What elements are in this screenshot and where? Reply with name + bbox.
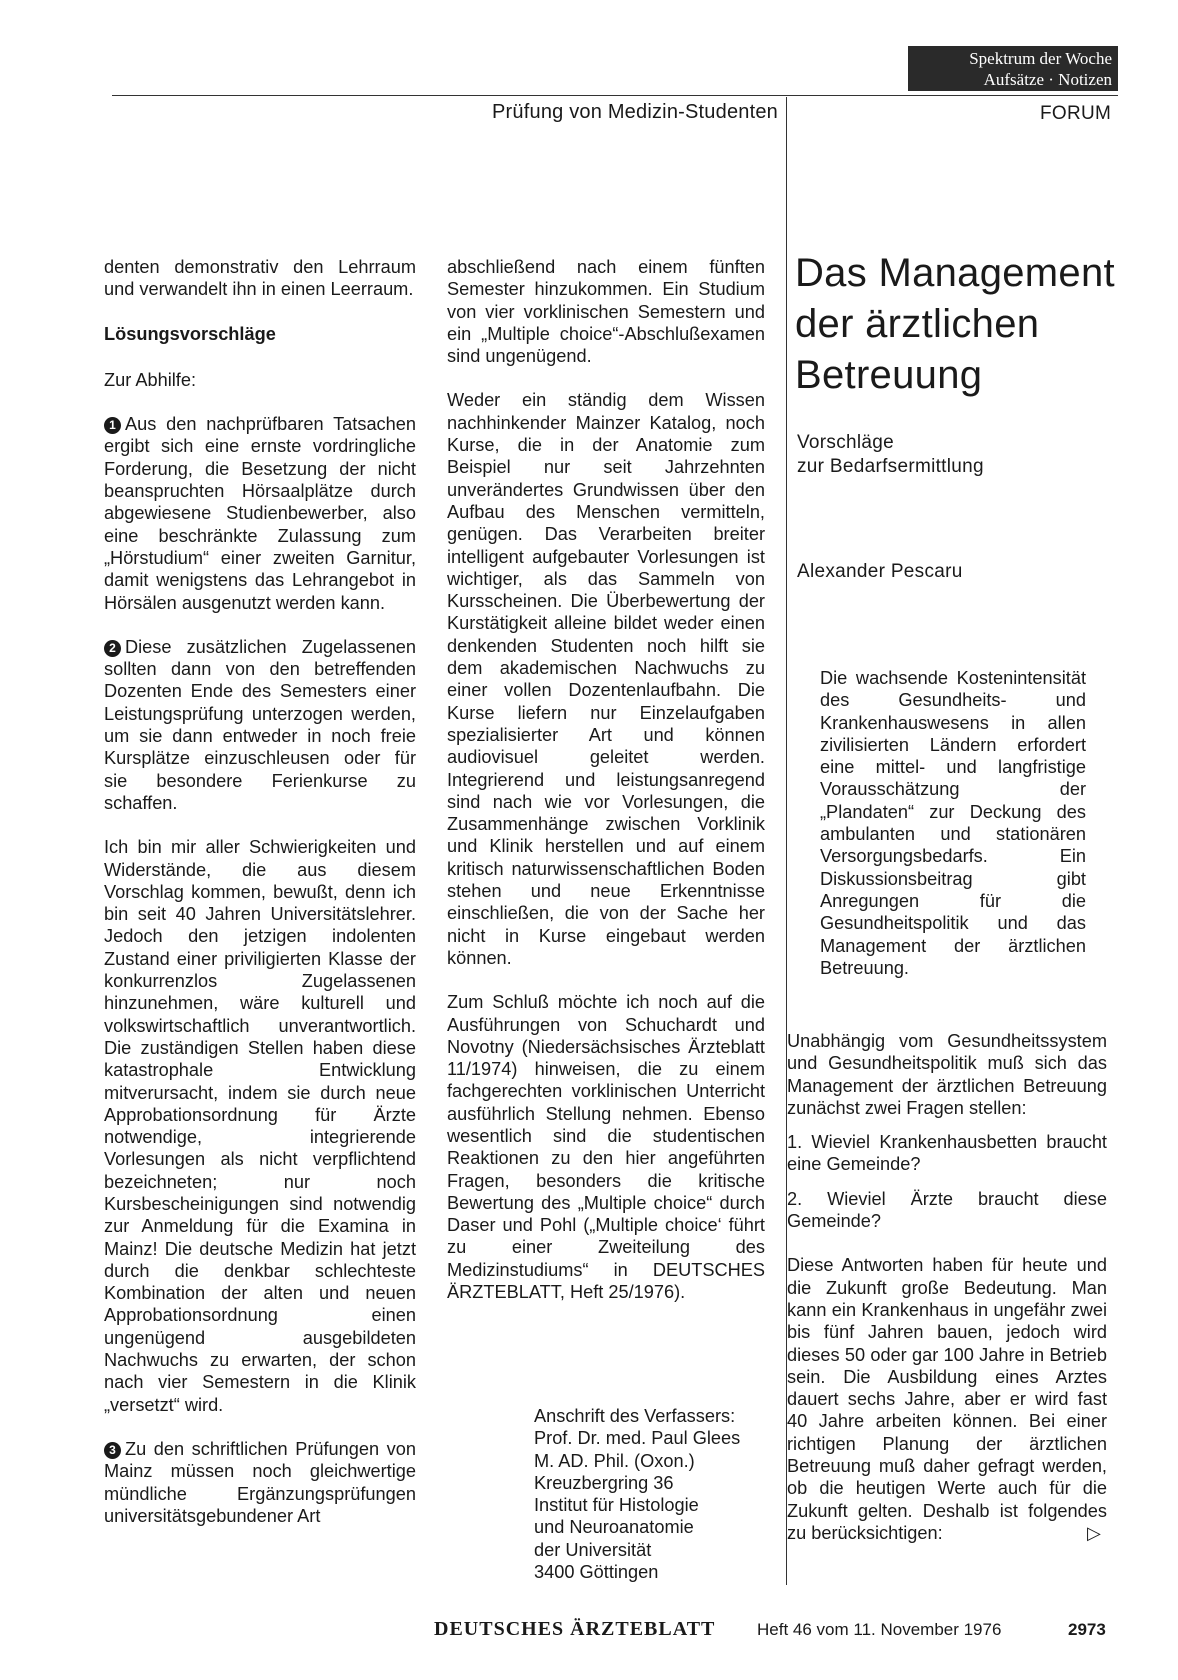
title-line: Das Management xyxy=(795,251,1115,295)
address-line: Institut für Histologie xyxy=(534,1495,699,1516)
running-head: Prüfung von Medizin-Studenten xyxy=(492,101,778,123)
paragraph xyxy=(787,1254,1107,1544)
address-line: Anschrift des Verfassers: xyxy=(534,1406,736,1426)
address-line: der Universität xyxy=(534,1539,652,1560)
title-line: Betreuung xyxy=(795,353,983,397)
subtitle-line: zur Bedarfsermittlung xyxy=(797,456,984,477)
article-column-1 xyxy=(104,256,416,1549)
paragraph: abschließend nach einem fünften Semester hinzukommen. Ein Studium von vier vorklinischen Semestern und ein „Multiple choice“-Abschlußexamen sind ungenügend. xyxy=(447,257,765,367)
paragraph-text: Diese Antworten haben für heute und die Zukunft große Bedeutung. Man kann ein Krankenhaus in ungefähr zwei bis fünf Jahren bauen, jedoch wird dieses 50 oder gar 100 Jahre in Betrieb sein. Die Ausbildung eines Arztes dauert sechs Jahre, aber er wird fast 40 Jahre arbeiten können. Bei einer richtigen Planung der ärztlichen Betreuung muß daher gefragt werden, ob die heutigen Werte auch für die Zukunft gelten. Deshalb ist folgendes zu berücksichtigen: xyxy=(787,1255,1107,1543)
paragraph-text: Aus den nachprüfbaren Tatsachen ergibt sich eine ernste vordringliche Forderung, die Besetzung der nicht beanspruchten Hörsaalplätze durch abgewiesene Studienbewerber, also eine beschränkte Zulassung zum „Hörstudium“ einer zweiten Garnitur, damit wenigstens das Lehrangebot in Hörsälen ausgenutzt werden kann. xyxy=(104,414,416,613)
paragraph: Zum Schluß möchte ich noch auf die Ausführungen von Schuchardt und Novotny (Niedersächsisches Ärzteblatt 11/1974) hinweisen, die zu einem fachgerechten vorklinischen Unterricht ausführlich Stellung nehmen. Ebenso wesentlich sind die studentischen Reaktionen zu den hier angeführten Fragen, besonders die kritische Bewertung des „Multiple choice“ durch Daser und Pohl („Multiple choice‘ führt zu einer Zweiteilung des Medizinstudiums“ in DEUTSCHES ÄRZTEBLATT, Heft 25/1976). xyxy=(447,992,765,1303)
paragraph: Unabhängig vom Gesundheitssystem und Gesundheitspolitik muß sich das Management der ärztlichen Betreuung zunächst zwei Fragen stellen: xyxy=(787,1031,1107,1118)
rubric-label: FORUM xyxy=(1040,103,1112,124)
numbered-paragraph xyxy=(104,636,416,814)
address-line: M. AD. Phil. (Oxon.) xyxy=(534,1450,695,1471)
number-bullet-icon: 2 xyxy=(104,640,121,657)
address-line: 3400 Göttingen xyxy=(534,1562,659,1583)
article-column-3 xyxy=(787,1030,1107,1566)
article-subtitle xyxy=(797,431,1117,479)
article-abstract: Die wachsende Kostenintensität des Gesundheits- und Krankenhauswesens in allen zivilisierten Ländern erfordert eine mittel- und langfristige Vorausschätzung der „Plandaten“ zur Deckung des ambulanten und stationären Versorgungsbedarfs. Ein Diskussionsbeitrag gibt Anregungen für die Gesundheitspolitik und das Management der ärztlichen Betreuung. xyxy=(820,668,1086,978)
section-badge-line1: Spektrum der Woche xyxy=(969,49,1112,68)
article-title xyxy=(795,248,1125,401)
publication-name: DEUTSCHES ÄRZTEBLATT xyxy=(434,1618,716,1640)
header-rule xyxy=(112,95,1118,96)
article-column-2 xyxy=(447,256,765,1325)
issue-info: Heft 46 vom 11. November 1976 xyxy=(757,1620,1002,1639)
page-number: 2973 xyxy=(1068,1620,1106,1639)
section-badge-line2: Aufsätze · Notizen xyxy=(983,70,1112,89)
author-address xyxy=(534,1405,764,1583)
paragraph: Ich bin mir aller Schwierigkeiten und Widerstände, die aus diesem Vorschlag kommen, bewußt, denn ich bin seit 40 Jahren Universitätslehrer. Jedoch den jetzigen indolenten Zustand einer priviligierten Klasse der konkurrenzlos Zugelassenen hinzunehmen, wäre kulturell und volkswirtschaftlich unverantwortlich. Die zuständigen Stellen haben diese katastrophale Entwicklung mitverursacht, indem sie durch neue Approbationsordnung für Ärzte notwendige, integrierende Vorlesungen als nicht verpflichtend bezeichneten; nur noch Kursbescheinigungen sind notwendig zur Anmeldung für die Examina in Mainz! Die deutsche Medizin hat jetzt durch die denkbar schlechteste Kombination der alten und neuen Approbationsordnung einen ungenügend ausgebildeten Nachwuchs zu erwarten, der schon nach vier Semestern in die Klinik „versetzt“ wird. xyxy=(104,837,416,1415)
list-item: 1. Wieviel Krankenhausbetten braucht eine Gemeinde? xyxy=(787,1132,1107,1175)
number-bullet-icon: 3 xyxy=(104,1442,121,1459)
paragraph-text: Diese zusätzlichen Zugelassenen sollten dann von den betreffenden Dozenten Ende des Semesters einer Leistungsprüfung unterzogen werden, um sie dann entweder in noch freie Kursplätze einzuschleusen oder für sie besondere Ferienkurse zu schaffen. xyxy=(104,636,416,813)
numbered-paragraph xyxy=(104,1438,416,1527)
address-line: Kreuzbergring 36 xyxy=(534,1472,674,1493)
paragraph: Zur Abhilfe: xyxy=(104,369,196,390)
list-item: 2. Wieviel Ärzte braucht diese Gemeinde? xyxy=(787,1188,1107,1232)
section-heading: Lösungsvorschläge xyxy=(104,323,276,344)
address-line: Prof. Dr. med. Paul Glees xyxy=(534,1428,741,1449)
section-badge xyxy=(908,46,1118,91)
subtitle-line: Vorschläge xyxy=(797,432,895,453)
continue-arrow-icon: ▷ xyxy=(1087,1522,1101,1543)
paragraph: Weder ein ständig dem Wissen nachhinkender Mainzer Katalog, noch Kurse, die in der Anatomie zum Beispiel nur seit Jahrzehnten unverändertes Grundwissen über den Aufbau des Menschen vermitteln, genügen. Das Verarbeiten breiter intelligent aufgebauter Vorlesungen ist wichtiger, als das Sammeln von Kursscheinen. Die Überbewertung der Kurstätigkeit alleine bildet weder einen denkenden Studenten noch hilft sie dem akademischen Nachwuchs zu einer vollen Dozentenlaufbahn. Die Kurse liefern nur Einzelaufgaben spezialisierter Art und können audiovisuel geleitet werden. Integrierend und leistungsanregend sind nach wie vor Vorlesungen, die Zusammenhänge zwischen Vorklinik und Klinik herstellen und auf einem kritisch naturwissenschaftlichen Boden stehen und neue Erkenntnisse einschließen, die von der Sache her nicht in Kurse eingebaut werden können. xyxy=(447,390,765,968)
article-author: Alexander Pescaru xyxy=(797,561,963,582)
paragraph-text: Zu den schriftlichen Prüfungen von Mainz müssen noch gleichwertige mündliche Ergänzungsprüfungen universitätsgebundener Art xyxy=(104,1438,416,1526)
title-line: der ärztlichen xyxy=(795,302,1040,346)
address-line: und Neuroanatomie xyxy=(534,1517,694,1538)
number-bullet-icon: 1 xyxy=(104,417,121,434)
numbered-paragraph xyxy=(104,413,416,614)
paragraph: denten demonstrativ den Lehrraum und verwandelt ihn in einen Leerraum. xyxy=(104,257,416,300)
